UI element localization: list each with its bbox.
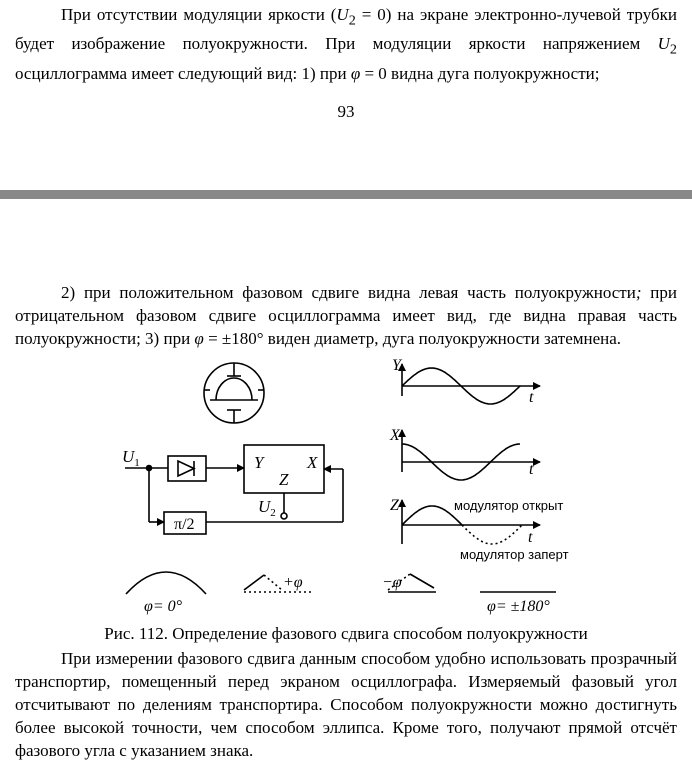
middle-paragraph: [15, 281, 677, 350]
control-u-label: $U_2$: [258, 497, 276, 519]
symbol-u: U: [336, 5, 349, 24]
page-number: 93: [337, 102, 355, 121]
block-label-z: Z: [279, 470, 289, 489]
bottom-paragraph: При измерении фазового сдвига данным способом удобно использовать прозрачный транспортир, помещенный перед экраном осциллографа. Измеряемый фазовый угол отсчитывают по делениям транспортира. Способом полуокружности можно достигнуть более высокой точности, чем способом эллипса. Кроме того, получают прямой отсчёт фазового угла с указанием знака.: [15, 649, 677, 760]
block-label-y: Y: [254, 453, 264, 472]
text-run: при отрицательном фазовом сдвиге осциллограмма имеет вид, где видна правая часть полуокружности; 3) при: [15, 283, 677, 348]
label-phi-minus: −φ: [382, 574, 402, 591]
page-divider: [0, 190, 692, 199]
symbol-phi: φ: [350, 63, 361, 83]
diode-icon: [178, 461, 194, 476]
graph-y-t: [402, 364, 540, 404]
axis-label-x: X: [390, 427, 400, 444]
modulator-closed-label: модулятор заперт: [460, 547, 569, 562]
diode-block: [168, 456, 206, 481]
oscillogram-phi-zero: [126, 572, 206, 594]
axis-label-t: t: [529, 461, 534, 478]
figure-caption: Рис. 112. Определение фазового сдвига способом полуокружности: [104, 624, 588, 643]
text-run: осциллограмма имеет следующий вид: 1) при: [15, 63, 351, 83]
label-phi-plus: +φ: [283, 574, 303, 591]
figure-112: [0, 352, 692, 618]
phase-block-label: π/2: [174, 516, 195, 533]
modulator-open-label: модулятор открыт: [454, 498, 564, 513]
symbol-u: U: [657, 34, 670, 54]
label-phi-180: φ= ±180°: [487, 598, 550, 615]
z-closed-curve: [462, 525, 522, 544]
top-paragraph: [15, 3, 677, 85]
subscript: 2: [669, 41, 677, 58]
input-u-label: $U_1$: [122, 447, 140, 469]
block-label-x: X: [307, 453, 318, 472]
text-run: 2) при положительном фазовом сдвиге видна левая часть полуокружности: [61, 283, 636, 302]
axis-label-y: Y: [392, 357, 401, 374]
text-run: = ±180° виден диаметр, дуга полуокружности затемнена.: [203, 329, 622, 348]
z-input-terminal: [281, 513, 287, 519]
oscillogram-phi-plus: [244, 575, 314, 592]
symbol-phi: φ: [194, 329, 204, 348]
text-run: При отсутствии модуляции яркости (: [61, 5, 337, 24]
text-run: = 0) на экране электронно-лучевой трубки будет изображение полуокружности. При модуляции яркости напряжением: [15, 5, 677, 54]
text-run: ;: [635, 283, 642, 302]
subscript: 2: [348, 12, 356, 29]
label-phi-zero: φ= 0°: [144, 598, 183, 615]
graph-x-t: [402, 430, 540, 480]
crt-tube-icon: [204, 363, 264, 423]
axis-label-z: Z: [390, 497, 399, 514]
axis-label-t: t: [528, 529, 533, 546]
axis-label-t: t: [529, 389, 534, 406]
text-run: = 0 видна дуга полуокружности;: [360, 63, 600, 83]
z-open-curve: [402, 506, 462, 525]
